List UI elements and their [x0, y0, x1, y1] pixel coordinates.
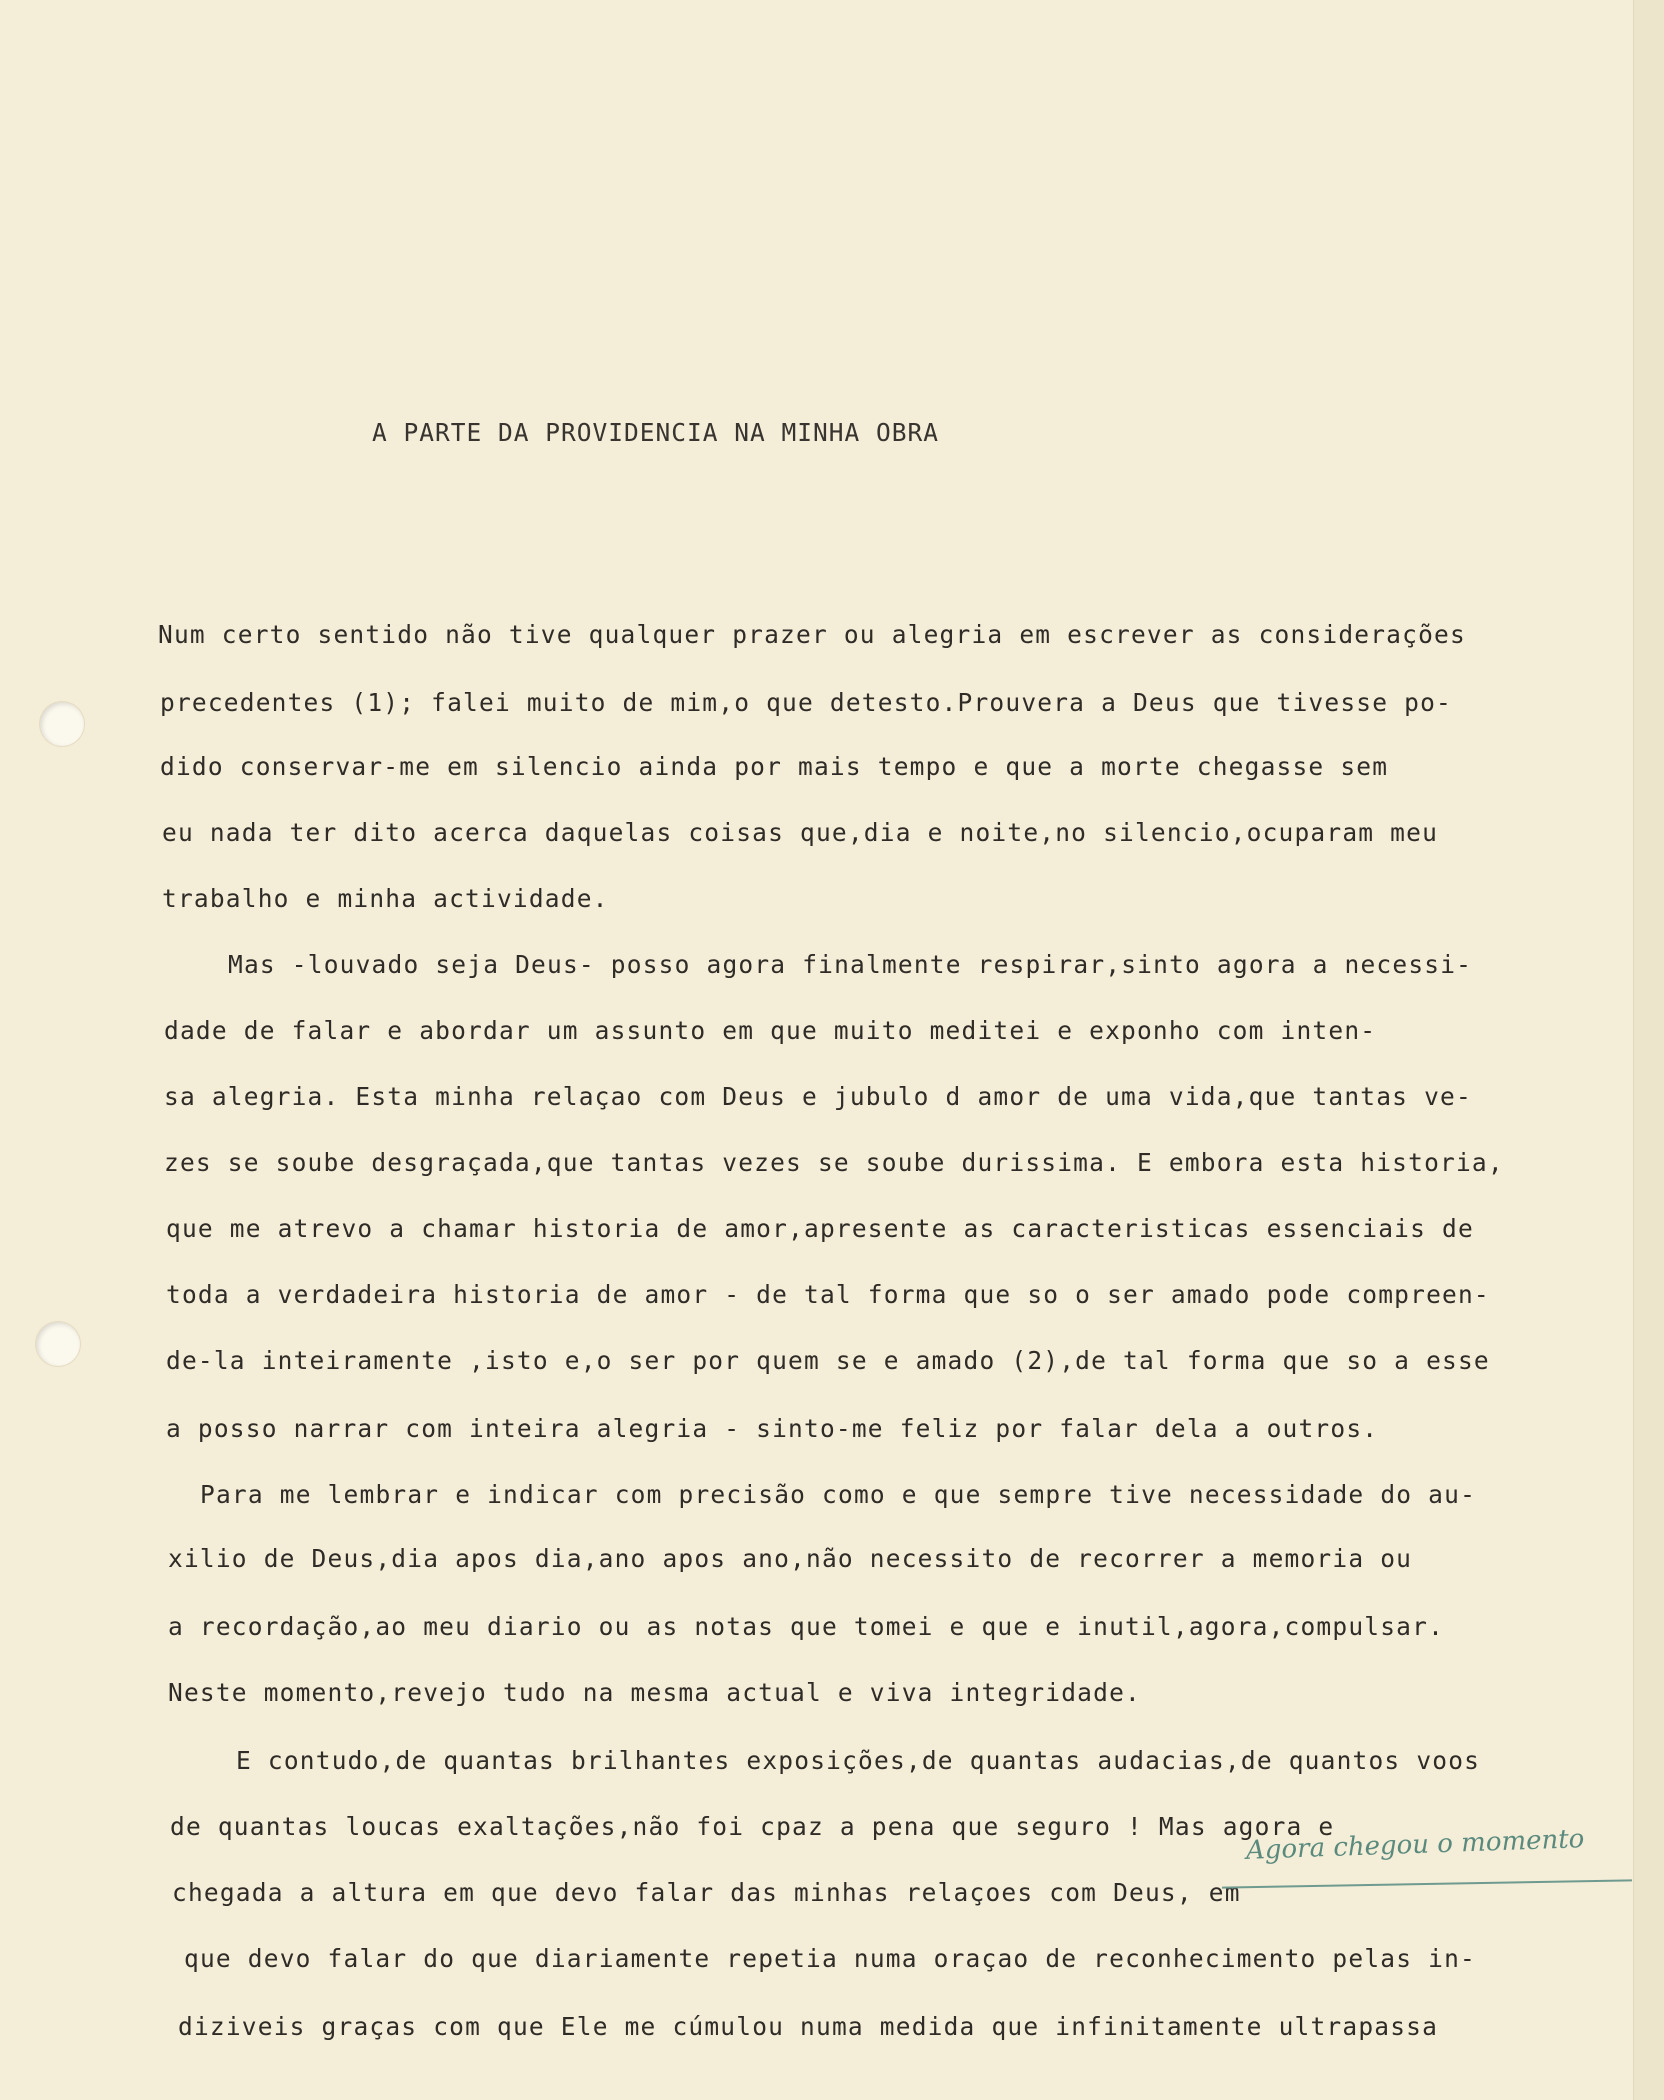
text-line: Mas -louvado seja Deus- posso agora finalmente respirar,sinto agora a necessi-: [228, 950, 1473, 979]
text-line: que devo falar do que diariamente repetia numa oraçao de reconhecimento pelas in-: [184, 1944, 1476, 1973]
text-line: Num certo sentido não tive qualquer prazer ou alegria em escrever as considerações: [158, 620, 1466, 649]
text-line: trabalho e minha actividade.: [162, 884, 609, 913]
punch-hole: [36, 1322, 80, 1366]
page-edge: [1633, 0, 1664, 2100]
text-line: sa alegria. Esta minha relaçao com Deus e jubulo d amor de uma vida,que tantas ve-: [164, 1082, 1472, 1111]
text-line: dade de falar e abordar um assunto em que muito meditei e exponho com inten-: [164, 1016, 1377, 1045]
punch-hole: [40, 702, 84, 746]
text-line: de-la inteiramente ,isto e,o ser por quem se e amado (2),de tal forma que so a esse: [166, 1346, 1490, 1375]
text-line: eu nada ter dito acerca daquelas coisas que,dia e noite,no silencio,ocuparam meu: [162, 818, 1439, 847]
handwritten-note: Agora chegou o momento: [1245, 1824, 1585, 1866]
text-line: Para me lembrar e indicar com precisão como e que sempre tive necessidade do au-: [200, 1480, 1477, 1509]
text-line: dido conservar-me em silencio ainda por mais tempo e que a morte chegasse sem: [160, 752, 1389, 781]
text-line: de quantas loucas exaltações,não foi cpaz a pena que seguro ! Mas agora e: [170, 1812, 1335, 1841]
text-line: diziveis graças com que Ele me cúmulou numa medida que infinitamente ultrapassa: [178, 2012, 1439, 2041]
text-line: Neste momento,revejo tudo na mesma actual e viva integridade.: [168, 1678, 1141, 1707]
text-line: que me atrevo a chamar historia de amor,apresente as caracteristicas essenciais de: [166, 1214, 1474, 1243]
text-line: E contudo,de quantas brilhantes exposições,de quantas audacias,de quantos voos: [236, 1746, 1481, 1775]
text-line: xilio de Deus,dia apos dia,ano apos ano,não necessito de recorrer a memoria ou: [168, 1544, 1413, 1573]
text-line: zes se soube desgraçada,que tantas vezes se soube durissima. E embora esta historia,: [164, 1148, 1504, 1177]
text-line: toda a verdadeira historia de amor - de tal forma que so o ser amado pode compreen-: [166, 1280, 1490, 1309]
document-title: A PARTE DA PROVIDENCIA NA MINHA OBRA: [372, 418, 940, 447]
text-line: chegada a altura em que devo falar das minhas relaçoes com Deus, em: [172, 1878, 1241, 1907]
handwritten-underline: [1222, 1879, 1632, 1888]
text-line: precedentes (1); falei muito de mim,o que detesto.Prouvera a Deus que tivesse po-: [160, 688, 1452, 717]
text-line: a recordação,ao meu diario ou as notas que tomei e que e inutil,agora,compulsar.: [168, 1612, 1445, 1641]
text-line: a posso narrar com inteira alegria - sinto-me feliz por falar dela a outros.: [166, 1414, 1379, 1443]
